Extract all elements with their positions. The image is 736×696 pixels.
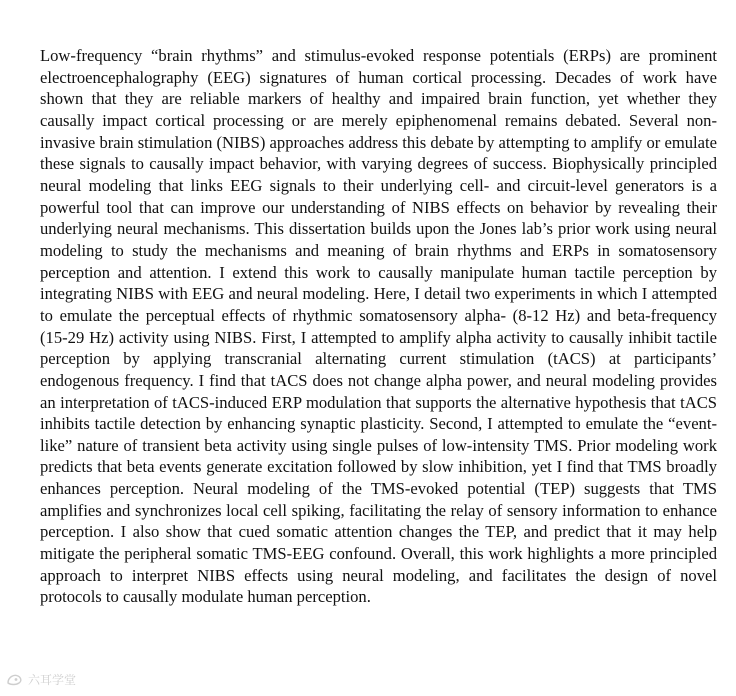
watermark [6,672,76,688]
abstract-paragraph: Low-frequency “brain rhythms” and stimulus-evoked response potentials (ERPs) are prominent electroencephalography (EEG) signatures of human cortical processing. Decades of work have shown that they are reliable markers of healthy and impaired brain function, yet whether they causally impact cortical processing or are merely epiphenomenal remains debated. Several non-invasive brain stimulation (NIBS) approaches address this debate by attempting to amplify or emulate these signals to causally impact behavior, with varying degrees of success. Biophysically principled neural modeling that links EEG signals to their underlying cell- and circuit-level generators is a powerful tool that can improve our understanding of NIBS effects on behavior by revealing their underlying neural mechanisms. This dissertation builds upon the Jones lab’s prior work using neural modeling to study the mechanisms and meaning of brain rhythms and ERPs in somatosensory perception and attention. I extend this work to causally manipulate human tactile perception by integrating NIBS with EEG and neural modeling. Here, I detail two experiments in which I attempted to emulate the perceptual effects of rhythmic somatosensory alpha- (8-12 Hz) and beta-frequency (15-29 Hz) activity using NIBS. First, I attempted to amplify alpha activity to causally inhibit tactile perception by applying transcranial alternating current stimulation (tACS) at participants’ endogenous frequency. I find that tACS does not change alpha power, and neural modeling provides an interpretation of tACS-induced ERP modulation that supports the alternative hypothesis that tACS inhibits tactile detection by enhancing synaptic plasticity. Second, I attempted to emulate the “event-like” nature of transient beta activity using single pulses of low-intensity TMS. Prior modeling work predicts that beta events generate excitation followed by slow inhibition, yet I find that TMS broadly enhances perception. Neural modeling of the TMS-evoked potential (TEP) suggests that TMS amplifies and synchronizes local cell spiking, facilitating the relay of sensory information to enhance perception. I also show that cued somatic attention changes the TEP, and predict that it may help mitigate the peripheral somatic TMS-EEG confound. Overall, this work highlights a more principled approach to interpret NIBS effects using neural modeling, and facilitates the design of novel protocols to causally modulate human perception. [40,46,717,607]
document-page [40,45,717,608]
watermark-logo-icon [6,673,24,687]
watermark-text: 六耳学堂 [28,673,77,687]
